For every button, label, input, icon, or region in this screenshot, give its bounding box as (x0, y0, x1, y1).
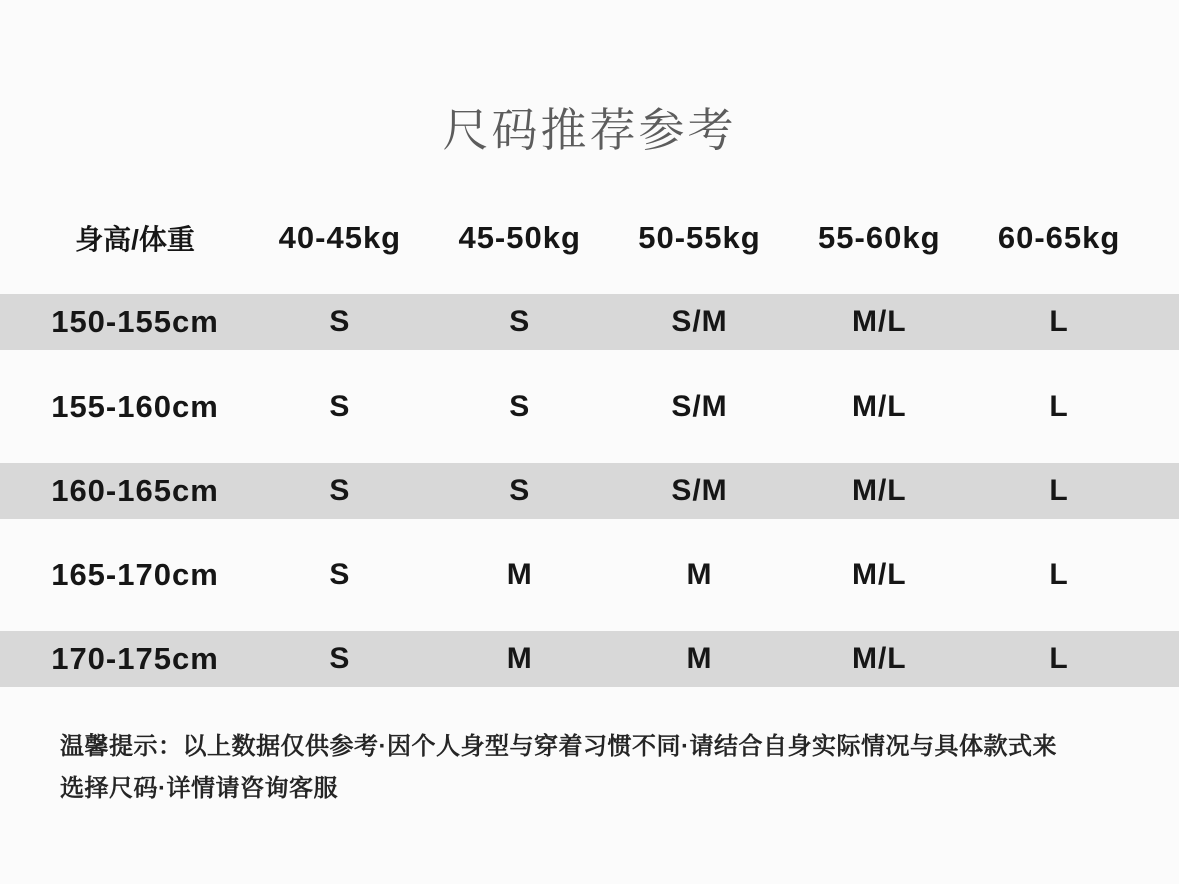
size-cell: S/M (671, 390, 728, 423)
size-cell: L (1049, 305, 1069, 338)
size-cell: S (329, 390, 351, 423)
size-cell: S (509, 305, 531, 338)
size-cell: L (1049, 558, 1069, 591)
size-cell: L (1049, 642, 1069, 675)
size-cell: M/L (851, 474, 907, 507)
table-row (0, 631, 1179, 687)
reminder-note-line-1: 温馨提示：以上数据仅供参考·因个人身型与穿着习惯不同·请结合自身实际情况与具体款式来 (60, 733, 1057, 760)
page-title: 尺码推荐参考 (442, 104, 737, 156)
height-range-cell: 165-170cm (51, 557, 219, 592)
height-range-cell: 150-155cm (51, 304, 219, 339)
size-cell: M/L (851, 390, 907, 423)
size-cell: M (506, 558, 533, 591)
size-cell: M/L (851, 642, 907, 675)
table-row (0, 379, 1179, 435)
height-range-cell: 160-165cm (51, 473, 219, 508)
header-weight-range-2: 45-50kg (458, 220, 581, 255)
header-height-weight: 身高/体重 (75, 224, 195, 255)
header-weight-range-5: 60-65kg (997, 220, 1121, 255)
reminder-note (60, 726, 1130, 810)
size-cell: M (686, 558, 713, 591)
size-cell: S (509, 390, 531, 423)
size-cell: S (329, 642, 351, 675)
size-cell: S (329, 558, 351, 591)
size-cell: M (506, 642, 533, 675)
size-cell: S/M (671, 474, 728, 507)
size-cell: M/L (851, 558, 907, 591)
table-row (0, 547, 1179, 603)
table-row (0, 463, 1179, 519)
reminder-note-line-2: 选择尺码·详情请咨询客服 (60, 775, 338, 802)
size-cell: S (329, 305, 351, 338)
height-range-cell: 155-160cm (51, 389, 219, 424)
height-range-cell: 170-175cm (51, 641, 219, 676)
size-cell: L (1049, 390, 1069, 423)
header-weight-range-3: 50-55kg (638, 220, 761, 255)
table-row (0, 294, 1179, 350)
size-cell: M/L (851, 305, 907, 338)
size-cell: M (686, 642, 713, 675)
header-weight-range-1: 40-45kg (278, 220, 402, 255)
size-cell: S/M (671, 305, 728, 338)
size-cell: S (509, 474, 531, 507)
size-cell: S (329, 474, 351, 507)
size-cell: L (1049, 474, 1069, 507)
table-header-row (0, 210, 1179, 266)
header-weight-range-4: 55-60kg (818, 220, 941, 255)
